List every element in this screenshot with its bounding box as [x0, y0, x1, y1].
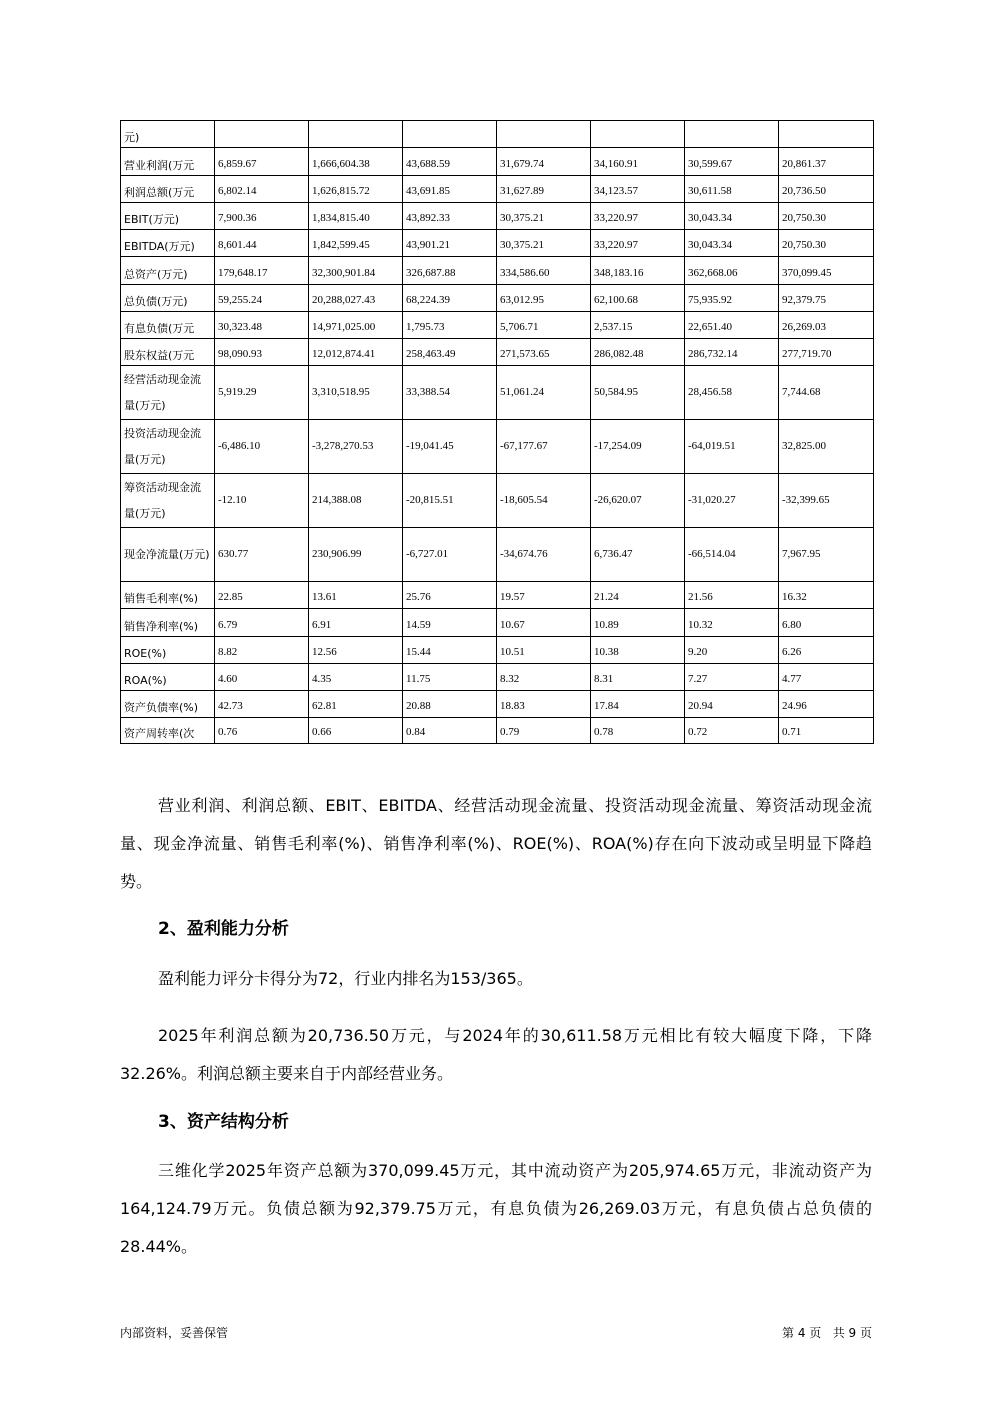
table-cell: 30,043.34 — [685, 230, 779, 257]
row-label: 资产负债率(%) — [121, 691, 215, 718]
table-cell: 16.32 — [779, 582, 874, 609]
table-cell: -6,486.10 — [215, 420, 309, 474]
row-label: 销售净利率(%) — [121, 609, 215, 637]
table-cell: 33,388.54 — [403, 366, 497, 420]
table-cell: 34,123.57 — [591, 176, 685, 203]
table-cell: 31,679.74 — [497, 148, 591, 176]
table-row — [121, 230, 874, 257]
table-cell: 62,100.68 — [591, 285, 685, 312]
table-cell: -26,620.07 — [591, 474, 685, 528]
table-row — [121, 203, 874, 230]
table-cell — [309, 121, 403, 148]
table-row — [121, 528, 874, 582]
table-cell: 7.27 — [685, 664, 779, 691]
row-label: 销售毛利率(%) — [121, 582, 215, 609]
table-cell: 62.81 — [309, 691, 403, 718]
table-cell: 20,750.30 — [779, 203, 874, 230]
table-cell: -18,605.54 — [497, 474, 591, 528]
table-cell: 1,795.73 — [403, 312, 497, 339]
row-label: EBIT(万元) — [121, 203, 215, 230]
table-cell: 10.51 — [497, 637, 591, 664]
table-cell: 4.60 — [215, 664, 309, 691]
table-cell: 1,834,815.40 — [309, 203, 403, 230]
table-cell: 1,666,604.38 — [309, 148, 403, 176]
table-cell: 7,900.36 — [215, 203, 309, 230]
table-cell: 5,706.71 — [497, 312, 591, 339]
table-cell: 12.56 — [309, 637, 403, 664]
row-label: ROA(%) — [121, 664, 215, 691]
row-label: EBITDA(万元) — [121, 230, 215, 257]
table-cell: 6.79 — [215, 609, 309, 637]
table-cell: 5,919.29 — [215, 366, 309, 420]
table-cell: -3,278,270.53 — [309, 420, 403, 474]
row-label: 投资活动现金流量(万元) — [121, 420, 215, 474]
table-cell: 12,012,874.41 — [309, 339, 403, 366]
table-cell: 10.89 — [591, 609, 685, 637]
row-label: 股东权益(万元 — [121, 339, 215, 366]
table-cell: 21.56 — [685, 582, 779, 609]
table-cell: 8.82 — [215, 637, 309, 664]
table-cell: 362,668.06 — [685, 257, 779, 285]
table-cell: 98,090.93 — [215, 339, 309, 366]
table-cell: 18.83 — [497, 691, 591, 718]
table-cell: 7,744.68 — [779, 366, 874, 420]
footer-page-number: 第 4 页 共 9 页 — [782, 1326, 872, 1340]
table-row — [121, 148, 874, 176]
table-cell: 8.32 — [497, 664, 591, 691]
table-cell: -19,041.45 — [403, 420, 497, 474]
table-cell: 370,099.45 — [779, 257, 874, 285]
table-cell: 30,323.48 — [215, 312, 309, 339]
section-heading-profitability: 2、盈利能力分析 — [158, 919, 289, 939]
row-label: 经营活动现金流量(万元) — [121, 366, 215, 420]
table-cell: 4.35 — [309, 664, 403, 691]
table-cell — [215, 121, 309, 148]
table-cell: 75,935.92 — [685, 285, 779, 312]
table-cell: -34,674.76 — [497, 528, 591, 582]
table-cell: 179,648.17 — [215, 257, 309, 285]
table-cell: 33,220.97 — [591, 230, 685, 257]
table-row — [121, 474, 874, 528]
profit-detail-paragraph: 2025年利润总额为20,736.50万元，与2024年的30,611.58万元相比有较大幅度下降，下降32.26%。利润总额主要来自于内部经营业务。 — [120, 1026, 872, 1083]
table-cell: 326,687.88 — [403, 257, 497, 285]
section-heading-asset-structure: 3、资产结构分析 — [158, 1112, 289, 1132]
table-cell: 33,220.97 — [591, 203, 685, 230]
table-cell: 3,310,518.95 — [309, 366, 403, 420]
table-row — [121, 637, 874, 664]
trend-paragraph: 营业利润、利润总额、EBIT、EBITDA、经营活动现金流量、投资活动现金流量、筹资活动现金流量、现金净流量、销售毛利率(%)、销售净利率(%)、ROE(%)、ROA(%)存在向下波动或呈明显下降趋势。 — [120, 796, 872, 891]
table-cell — [591, 121, 685, 148]
table-cell: -32,399.65 — [779, 474, 874, 528]
table-cell: 10.38 — [591, 637, 685, 664]
table-cell — [497, 121, 591, 148]
table-cell: 8.31 — [591, 664, 685, 691]
table-row — [121, 664, 874, 691]
table-cell: 34,160.91 — [591, 148, 685, 176]
table-cell: 30,599.67 — [685, 148, 779, 176]
table-cell: 6,736.47 — [591, 528, 685, 582]
row-label: 现金净流量(万元) — [121, 528, 215, 582]
table-cell: 42.73 — [215, 691, 309, 718]
table-cell: 258,463.49 — [403, 339, 497, 366]
row-label: 筹资活动现金流量(万元) — [121, 474, 215, 528]
row-label: 总资产(万元) — [121, 257, 215, 285]
financial-table — [120, 120, 874, 744]
table-cell: 43,688.59 — [403, 148, 497, 176]
table-cell: 348,183.16 — [591, 257, 685, 285]
table-cell: 8,601.44 — [215, 230, 309, 257]
table-cell: 20.88 — [403, 691, 497, 718]
table-cell: 50,584.95 — [591, 366, 685, 420]
table-cell: 30,611.58 — [685, 176, 779, 203]
table-cell: 10.67 — [497, 609, 591, 637]
table-cell: -6,727.01 — [403, 528, 497, 582]
table-cell: 15.44 — [403, 637, 497, 664]
table-cell: 13.61 — [309, 582, 403, 609]
table-cell: -20,815.51 — [403, 474, 497, 528]
table-row — [121, 420, 874, 474]
table-cell: 28,456.58 — [685, 366, 779, 420]
table-cell: 63,012.95 — [497, 285, 591, 312]
table-cell: 11.75 — [403, 664, 497, 691]
table-cell: 19.57 — [497, 582, 591, 609]
table-cell: 25.76 — [403, 582, 497, 609]
table-cell: -66,514.04 — [685, 528, 779, 582]
table-cell: 0.78 — [591, 718, 685, 744]
table-cell: 20,736.50 — [779, 176, 874, 203]
table-cell: -64,019.51 — [685, 420, 779, 474]
row-label: 营业利润(万元 — [121, 148, 215, 176]
table-cell: -17,254.09 — [591, 420, 685, 474]
table-cell: 17.84 — [591, 691, 685, 718]
table-cell: 334,586.60 — [497, 257, 591, 285]
table-cell — [779, 121, 874, 148]
table-cell: 286,082.48 — [591, 339, 685, 366]
table-cell: 59,255.24 — [215, 285, 309, 312]
table-cell: 0.76 — [215, 718, 309, 744]
profit-score-paragraph: 盈利能力评分卡得分为72，行业内排名为153/365。 — [158, 969, 533, 988]
table-cell: 6.91 — [309, 609, 403, 637]
table-row — [121, 121, 874, 148]
table-cell: 22.85 — [215, 582, 309, 609]
table-row — [121, 718, 874, 744]
table-cell: 230,906.99 — [309, 528, 403, 582]
table-cell: 32,300,901.84 — [309, 257, 403, 285]
table-cell: 30,375.21 — [497, 203, 591, 230]
table-cell: 20,861.37 — [779, 148, 874, 176]
table-cell: 0.79 — [497, 718, 591, 744]
footer-confidential: 内部资料，妥善保管 — [120, 1326, 229, 1340]
row-label: 利润总额(万元 — [121, 176, 215, 203]
table-cell: 271,573.65 — [497, 339, 591, 366]
table-cell: 31,627.89 — [497, 176, 591, 203]
table-row — [121, 312, 874, 339]
table-cell: 214,388.08 — [309, 474, 403, 528]
table-cell: 14,971,025.00 — [309, 312, 403, 339]
table-cell: 4.77 — [779, 664, 874, 691]
table-cell: 277,719.70 — [779, 339, 874, 366]
table-cell: 43,892.33 — [403, 203, 497, 230]
table-cell: 1,626,815.72 — [309, 176, 403, 203]
table-row — [121, 257, 874, 285]
table-cell: 10.32 — [685, 609, 779, 637]
table-cell: 20,288,027.43 — [309, 285, 403, 312]
table-cell: 68,224.39 — [403, 285, 497, 312]
table-cell: 7,967.95 — [779, 528, 874, 582]
row-label: 总负债(万元) — [121, 285, 215, 312]
table-cell: 6,802.14 — [215, 176, 309, 203]
table-cell: 0.71 — [779, 718, 874, 744]
financial-table-body — [121, 121, 874, 744]
table-cell: 6,859.67 — [215, 148, 309, 176]
table-cell: 0.66 — [309, 718, 403, 744]
table-cell: 30,043.34 — [685, 203, 779, 230]
table-cell: 286,732.14 — [685, 339, 779, 366]
table-row — [121, 582, 874, 609]
table-cell — [685, 121, 779, 148]
table-cell: 6.80 — [779, 609, 874, 637]
table-cell: -31,020.27 — [685, 474, 779, 528]
table-cell: 32,825.00 — [779, 420, 874, 474]
row-label: 元) — [121, 121, 215, 148]
table-cell: 51,061.24 — [497, 366, 591, 420]
table-cell: 14.59 — [403, 609, 497, 637]
table-cell: 92,379.75 — [779, 285, 874, 312]
table-cell: 30,375.21 — [497, 230, 591, 257]
row-label: ROE(%) — [121, 637, 215, 664]
table-cell: -12.10 — [215, 474, 309, 528]
table-row — [121, 691, 874, 718]
row-label: 资产周转率(次 — [121, 718, 215, 744]
table-cell: 20,750.30 — [779, 230, 874, 257]
table-cell: 24.96 — [779, 691, 874, 718]
table-cell: 0.72 — [685, 718, 779, 744]
table-cell: 1,842,599.45 — [309, 230, 403, 257]
table-cell: 22,651.40 — [685, 312, 779, 339]
table-cell: 43,691.85 — [403, 176, 497, 203]
table-cell: 6.26 — [779, 637, 874, 664]
table-cell: 9.20 — [685, 637, 779, 664]
table-row — [121, 176, 874, 203]
table-cell — [403, 121, 497, 148]
table-cell: 2,537.15 — [591, 312, 685, 339]
table-cell: 0.84 — [403, 718, 497, 744]
table-cell: -67,177.67 — [497, 420, 591, 474]
table-row — [121, 285, 874, 312]
table-row — [121, 609, 874, 637]
table-cell: 43,901.21 — [403, 230, 497, 257]
asset-detail-paragraph: 三维化学2025年资产总额为370,099.45万元，其中流动资产为205,974.65万元，非流动资产为164,124.79万元。负债总额为92,379.75万元，有息负债为26,269.03万元，有息负债占总负债的28.44%。 — [120, 1161, 872, 1256]
table-cell: 20.94 — [685, 691, 779, 718]
table-cell: 26,269.03 — [779, 312, 874, 339]
row-label: 有息负债(万元 — [121, 312, 215, 339]
table-cell: 21.24 — [591, 582, 685, 609]
table-row — [121, 339, 874, 366]
table-row — [121, 366, 874, 420]
table-cell: 630.77 — [215, 528, 309, 582]
